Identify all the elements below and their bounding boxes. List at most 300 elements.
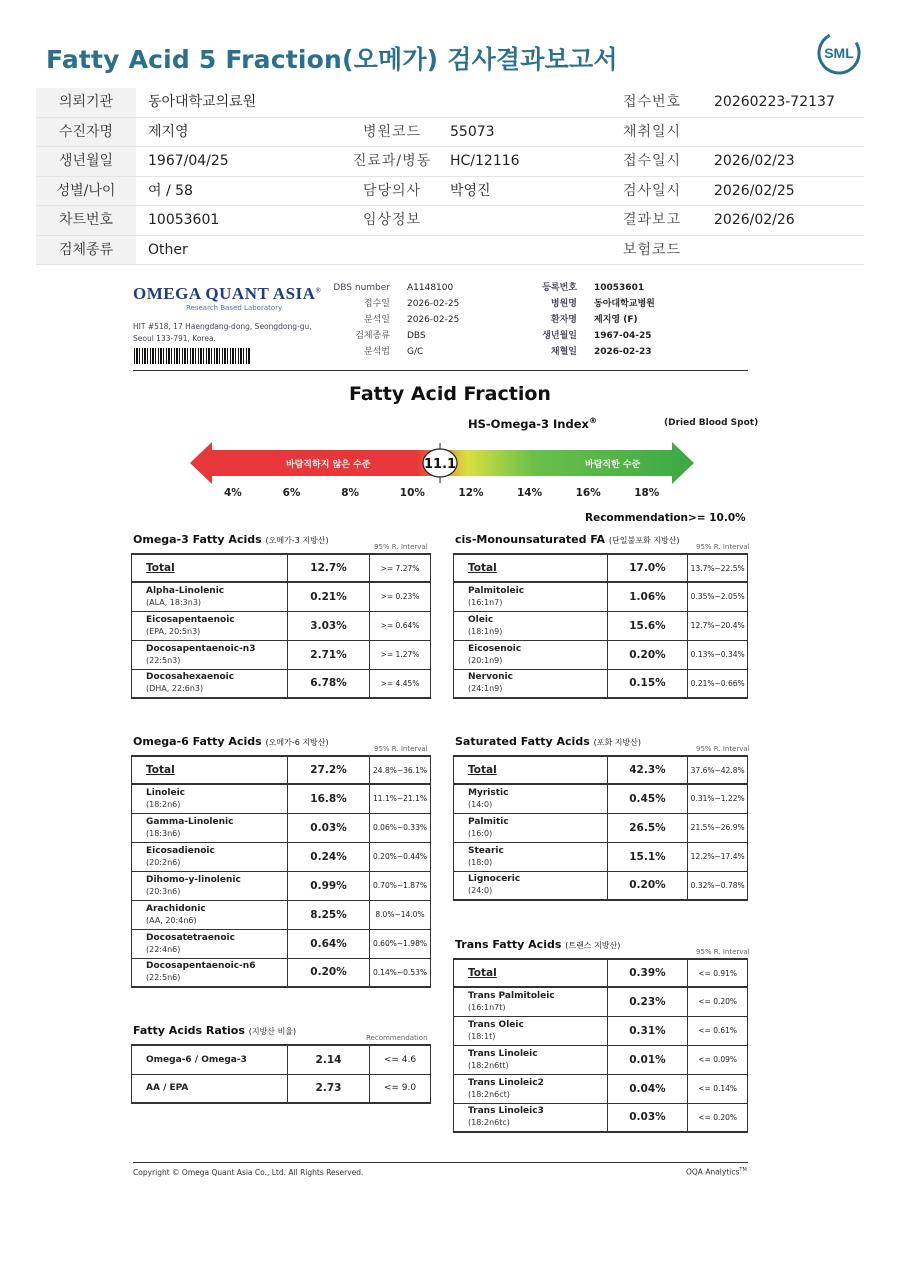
index-value: 11.1 [423, 457, 457, 472]
fatty-acid-notation: (18:2n6tc) [468, 1118, 510, 1128]
table-row [132, 554, 431, 582]
fatty-acid-name: Alpha-Linolenic [146, 585, 225, 596]
info-row [36, 236, 864, 266]
table-row [132, 929, 431, 958]
table-row [132, 640, 431, 669]
info-row [36, 206, 864, 236]
axis-tick-label: 18% [634, 487, 660, 499]
fatty-acid-notation: (16:1n7t) [468, 1002, 506, 1012]
table-row [132, 669, 431, 698]
info-value: 55073 [450, 123, 495, 140]
info-value: 10053601 [148, 212, 220, 228]
fatty-acid-name: Docosatetraenoic [146, 932, 235, 943]
section-title [455, 735, 641, 748]
field-value: 2026-02-25 [407, 315, 460, 325]
fatty-acid-name: Linoleic [146, 787, 186, 798]
fatty-acid-name: AA / EPA [146, 1083, 189, 1094]
section-title-korean: (포화 지방산) [593, 738, 642, 747]
fatty-acid-name: Trans Linoleic2 [468, 1077, 544, 1088]
percent-value: 2.14 [288, 1045, 370, 1074]
table-row [454, 987, 748, 1016]
oqa-address: HIT #518, 17 Haengdang-dong, Seongdong-gu, Seoul 133-791, Korea. [133, 322, 312, 343]
info-label: 검체종류 [36, 236, 136, 265]
fatty-acid-name-cell [454, 1074, 608, 1103]
field-label: 분석일 [363, 315, 390, 325]
sml-logo [816, 30, 862, 76]
fatty-acid-name-cell [132, 1074, 288, 1103]
field-label: 생년월일 [542, 331, 577, 341]
axis-tick-label: 8% [341, 487, 360, 499]
percent-value: 0.31% [607, 1016, 688, 1045]
fatty-acid-name: Myristic [468, 787, 509, 798]
reference-range: 0.06%~0.33% [370, 813, 431, 842]
info-value [450, 88, 600, 117]
table-row [454, 1103, 748, 1132]
fatty-acid-name-cell [132, 929, 288, 958]
section-title-text: Trans Fatty Acids [455, 938, 562, 951]
sml-logo-text: SML [824, 45, 854, 61]
percent-value: 3.03% [288, 611, 370, 640]
field-value: 동아대학교병원 [594, 299, 655, 309]
percent-value: 0.03% [607, 1103, 688, 1132]
info-value: 박영진 [450, 182, 491, 199]
field-label: DBS number [333, 283, 390, 293]
field-value: 제지영 (F) [594, 315, 638, 325]
fatty-acid-name-cell [454, 669, 608, 698]
field-value: G/C [407, 347, 424, 357]
info-label: 채취일시 [622, 123, 682, 140]
index-title: HS-Omega-3 Index® [468, 416, 597, 431]
fatty-acid-notation: (18:1n9) [468, 626, 503, 636]
info-label: 수진자명 [36, 118, 136, 147]
fatty-acid-notation: (18:0) [468, 857, 493, 867]
oqa-left-fields [330, 280, 490, 370]
table-row [132, 611, 431, 640]
reference-range: 0.20%~0.44% [370, 842, 431, 871]
reference-range: >= 0.64% [370, 611, 431, 640]
reference-interval-label: 95% R. Interval [696, 543, 750, 551]
fatty-acid-notation: (ALA, 18:3n3) [146, 597, 202, 607]
axis-tick-label: 10% [399, 487, 425, 499]
field-label: 환자명 [550, 315, 577, 325]
fatty-acid-notation: (18:3n6) [146, 828, 181, 838]
section-title-korean: (오메가-3 지방산) [265, 536, 329, 545]
info-value: 20260223-72137 [714, 94, 835, 110]
fatty-acid-name: Arachidonic [146, 903, 206, 914]
percent-value: 17.0% [607, 554, 688, 582]
section-title-text: Fatty Acids Ratios [133, 1024, 245, 1037]
section-title-text: Saturated Fatty Acids [455, 735, 590, 748]
fatty-acid-table [453, 958, 748, 1133]
field-label: 채혈일 [550, 347, 577, 357]
reference-range: <= 0.20% [688, 1103, 748, 1132]
axis-tick-label: 4% [224, 487, 242, 499]
reference-range: <= 0.91% [688, 959, 748, 987]
reference-range: 24.8%~36.1% [370, 756, 431, 784]
table-row [132, 871, 431, 900]
good-level-label: 바람직한 수준 [585, 460, 641, 470]
field-value: 2026-02-23 [594, 347, 652, 357]
percent-value: 42.3% [607, 756, 688, 784]
percent-value: 0.39% [607, 959, 688, 987]
table-row [454, 813, 748, 842]
table-row [454, 640, 748, 669]
info-label: 성별/나이 [36, 177, 136, 206]
percent-value: 15.1% [607, 842, 688, 871]
fatty-acid-notation: (22:4n6) [146, 944, 181, 954]
section-title [133, 533, 329, 546]
axis-tick-label: 12% [458, 487, 484, 499]
fatty-acid-name-cell [454, 1016, 608, 1045]
table-row [132, 784, 431, 813]
fatty-acid-name: Eicosenoic [468, 643, 522, 654]
reference-range: 0.35%~2.05% [688, 582, 748, 611]
table-row [454, 1045, 748, 1074]
fatty-acid-name: Oleic [468, 614, 494, 625]
info-label: 검사일시 [622, 182, 682, 199]
info-value: 1967/04/25 [148, 153, 229, 169]
report-title: Fatty Acid 5 Fraction(오메가) 검사결과보고서 [46, 45, 618, 74]
fatty-acid-name: Lignoceric [468, 874, 521, 885]
reference-range: >= 4.45% [370, 669, 431, 698]
fatty-acid-name-cell [454, 554, 608, 582]
percent-value: 27.2% [288, 756, 370, 784]
reference-range: 21.5%~26.9% [688, 813, 748, 842]
fatty-acid-name: Docosapentaenoic-n6 [146, 961, 256, 972]
table-row [454, 1016, 748, 1045]
percent-value: 0.04% [607, 1074, 688, 1103]
fatty-acid-notation: (18:2n6ct) [468, 1089, 510, 1099]
footer-copyright: Copyright © Omega Quant Asia Co., Ltd. All Rights Reserved. [133, 1168, 364, 1177]
fatty-acid-name-cell [132, 813, 288, 842]
percent-value: 6.78% [288, 669, 370, 698]
percent-value: 12.7% [288, 554, 370, 582]
axis-tick-label: 16% [575, 487, 601, 499]
info-value [714, 118, 864, 147]
percent-value: 2.73 [288, 1074, 370, 1103]
reference-interval-label: 95% R. Interval [374, 745, 428, 753]
percent-value: 0.20% [288, 958, 370, 987]
fatty-acid-notation: (18:1t) [468, 1031, 496, 1041]
info-label: 접수번호 [622, 94, 682, 110]
fatty-acid-table [453, 755, 748, 901]
fatty-acid-name-cell [132, 958, 288, 987]
footer-brand: OQA Analytics™ [686, 1167, 747, 1177]
reference-range: 8.0%~14.0% [370, 900, 431, 929]
field-value: A1148100 [407, 283, 454, 293]
section-title-korean: (오메가-6 지방산) [265, 738, 329, 747]
fatty-acid-name-cell [132, 871, 288, 900]
info-value: HC/12116 [450, 153, 520, 169]
info-row [36, 177, 864, 207]
field-label: 검체종류 [355, 331, 390, 341]
fatty-acid-name-cell [132, 554, 288, 582]
fatty-acid-name: Total [468, 764, 497, 776]
info-value: 2026/02/25 [714, 182, 795, 199]
percent-value: 0.15% [607, 669, 688, 698]
table-row [454, 756, 748, 784]
info-row [36, 88, 864, 118]
fatty-acid-notation: (20:2n6) [146, 857, 181, 867]
percent-value: 15.6% [607, 611, 688, 640]
section-title-text: Omega-3 Fatty Acids [133, 533, 262, 546]
axis-tick-label: 14% [517, 487, 543, 499]
index-note: (Dried Blood Spot) [664, 418, 759, 428]
oqa-right-fields [520, 280, 720, 370]
table-row [454, 842, 748, 871]
info-value: 제지영 [148, 123, 189, 140]
table-row [132, 900, 431, 929]
field-label: 분석법 [363, 347, 390, 357]
fatty-acid-name-cell [454, 1045, 608, 1074]
info-value: Other [148, 241, 188, 258]
table-row [132, 582, 431, 611]
oqa-logo-subtitle: Research Based Laboratory [186, 304, 283, 312]
info-row [36, 118, 864, 148]
fatty-acid-notation: (16:0) [468, 828, 493, 838]
info-label: 병원코드 [362, 123, 422, 140]
table-row [132, 813, 431, 842]
table-row [454, 784, 748, 813]
reference-range: 0.14%~0.53% [370, 958, 431, 987]
fatty-acid-name: Total [468, 562, 497, 574]
percent-value: 0.01% [607, 1045, 688, 1074]
fatty-acid-name-cell [132, 640, 288, 669]
fatty-acid-notation: (14:0) [468, 799, 493, 809]
fatty-acid-notation: (AA, 20:4n6) [146, 915, 197, 925]
percent-value: 8.25% [288, 900, 370, 929]
table-row [454, 582, 748, 611]
field-value: 10053601 [594, 283, 645, 293]
fatty-acid-notation: (20:3n6) [146, 886, 181, 896]
section-title [133, 1024, 296, 1037]
info-value [714, 236, 864, 265]
fatty-acid-name: Trans Linoleic3 [468, 1106, 544, 1117]
section-title-text: cis-Monounsaturated FA [455, 533, 606, 546]
percent-value: 0.20% [607, 640, 688, 669]
table-row [132, 756, 431, 784]
fatty-acid-name-cell [454, 1103, 608, 1132]
fatty-acid-table [453, 553, 748, 699]
reference-range: 12.2%~17.4% [688, 842, 748, 871]
info-label: 임상정보 [362, 212, 422, 228]
fatty-acid-name: Total [146, 764, 175, 776]
info-label: 생년월일 [36, 147, 136, 176]
fatty-acid-name: Trans Linoleic [468, 1048, 538, 1059]
info-value: 2026/02/26 [714, 212, 795, 228]
percent-value: 0.99% [288, 871, 370, 900]
reference-range: <= 0.14% [688, 1074, 748, 1103]
fatty-acid-name: Palmitoleic [468, 585, 525, 596]
fatty-acid-notation: (24:0) [468, 886, 493, 896]
percent-value: 0.23% [607, 987, 688, 1016]
percent-value: 0.03% [288, 813, 370, 842]
fatty-acid-name-cell [132, 669, 288, 698]
reference-interval-label: Recommendation [366, 1034, 428, 1042]
fatty-acid-name: Total [146, 562, 175, 574]
fatty-acid-name-cell [132, 842, 288, 871]
divider [133, 370, 748, 371]
fatty-acid-name-cell [454, 640, 608, 669]
fatty-acid-name: Eicosapentaenoic [146, 614, 235, 625]
field-label: 병원명 [550, 299, 577, 309]
reference-range: <= 0.61% [688, 1016, 748, 1045]
fatty-acid-name-cell [132, 582, 288, 611]
fraction-title: Fatty Acid Fraction [349, 383, 551, 405]
fatty-acid-table [131, 553, 431, 699]
fatty-acid-name: Total [468, 967, 497, 979]
field-label: 접수일 [363, 299, 390, 309]
fatty-acid-name-cell [454, 813, 608, 842]
barcode [134, 348, 250, 364]
index-gauge [190, 440, 696, 486]
reference-range: 0.32%~0.78% [688, 871, 748, 900]
fatty-acid-name: Eicosadienoic [146, 845, 215, 856]
fatty-acid-notation: (22:5n3) [146, 655, 181, 665]
info-row [36, 147, 864, 177]
info-value: 동아대학교의료원 [148, 94, 257, 110]
fatty-acid-name: Docosahexaenoic [146, 672, 235, 683]
bad-level-label: 바람직하지 않은 수준 [286, 460, 371, 470]
fatty-acid-name-cell [454, 582, 608, 611]
section-title-korean: (단일불포화 지방산) [608, 536, 680, 545]
info-value [450, 236, 600, 265]
fatty-acid-table [131, 755, 431, 988]
info-label: 보험코드 [622, 241, 682, 258]
index-marker [423, 443, 457, 483]
fatty-acid-name: Trans Oleic [468, 1019, 524, 1030]
table-row [454, 611, 748, 640]
reference-range: 0.31%~1.22% [688, 784, 748, 813]
field-value: DBS [407, 331, 426, 341]
fatty-acid-name-cell [132, 1045, 288, 1074]
field-value: 1967-04-25 [594, 331, 652, 341]
table-row [454, 1074, 748, 1103]
percent-value: 0.21% [288, 582, 370, 611]
reference-range: 12.7%~20.4% [688, 611, 748, 640]
fatty-acid-name-cell [132, 611, 288, 640]
percent-value: 0.24% [288, 842, 370, 871]
table-row [454, 669, 748, 698]
table-row [454, 554, 748, 582]
section-title [455, 533, 680, 546]
reference-interval-label: 95% R. Interval [374, 543, 428, 551]
info-label: 담당의사 [362, 182, 422, 199]
fatty-acid-name-cell [132, 784, 288, 813]
table-row [132, 1045, 431, 1074]
field-value: 2026-02-25 [407, 299, 460, 309]
reference-range: >= 0.23% [370, 582, 431, 611]
reference-range: <= 4.6 [370, 1045, 431, 1074]
section-title-korean: (지방산 비율) [248, 1027, 297, 1036]
fatty-acid-name: Docosapentaenoic-n3 [146, 643, 256, 654]
fatty-acid-name: Stearic [468, 845, 504, 856]
fatty-acid-name-cell [454, 784, 608, 813]
reference-range: >= 1.27% [370, 640, 431, 669]
section-title [455, 938, 620, 951]
table-row [132, 842, 431, 871]
fatty-acid-notation: (EPA, 20:5n3) [146, 626, 201, 636]
field-label: 등록번호 [542, 283, 577, 293]
info-value [450, 206, 600, 235]
table-row [132, 1074, 431, 1103]
fatty-acid-notation: (18:2n6) [146, 799, 181, 809]
oqa-logo: OMEGA QUANT ASIA® [133, 284, 322, 303]
percent-value: 2.71% [288, 640, 370, 669]
table-row [132, 958, 431, 987]
reference-range: <= 9.0 [370, 1074, 431, 1103]
recommendation-label: Recommendation [585, 512, 689, 524]
reference-interval-label: 95% R. Interval [696, 745, 750, 753]
section-title [133, 735, 329, 748]
fatty-acid-name: Palmitic [468, 816, 509, 827]
reference-range: <= 0.20% [688, 987, 748, 1016]
percent-value: 26.5% [607, 813, 688, 842]
percent-value: 0.64% [288, 929, 370, 958]
recommendation-value: >= 10.0% [688, 512, 746, 524]
fatty-acid-notation: (16:1n7) [468, 597, 503, 607]
table-row [454, 959, 748, 987]
fatty-acid-notation: (18:2n6tt) [468, 1060, 509, 1070]
reference-range: 0.13%~0.34% [688, 640, 748, 669]
fatty-acid-name: Gamma-Linolenic [146, 816, 234, 827]
reference-range: >= 7.27% [370, 554, 431, 582]
fatty-acid-name-cell [454, 871, 608, 900]
percent-value: 1.06% [607, 582, 688, 611]
fatty-acid-notation: (20:1n9) [468, 655, 503, 665]
patient-info-grid [36, 88, 864, 265]
reference-range: 0.70%~1.87% [370, 871, 431, 900]
reference-range: 13.7%~22.5% [688, 554, 748, 582]
info-label [342, 88, 442, 117]
percent-value: 0.20% [607, 871, 688, 900]
percent-value: 16.8% [288, 784, 370, 813]
reference-range: 11.1%~21.1% [370, 784, 431, 813]
reference-range: <= 0.09% [688, 1045, 748, 1074]
info-value: 2026/02/23 [714, 153, 795, 169]
info-label: 진료과/병동 [352, 153, 432, 169]
fatty-acid-name: Nervonic [468, 672, 513, 683]
info-label: 결과보고 [622, 212, 682, 228]
fatty-acid-name-cell [454, 756, 608, 784]
footer-divider [133, 1162, 748, 1163]
fatty-acid-name-cell [454, 611, 608, 640]
fatty-acid-notation: (DHA, 22:6n3) [146, 684, 204, 694]
axis-tick-label: 6% [282, 487, 301, 499]
fatty-acid-name: Omega-6 / Omega-3 [146, 1054, 247, 1065]
percent-value: 0.45% [607, 784, 688, 813]
fatty-acid-name: Trans Palmitoleic [468, 990, 555, 1001]
fatty-acid-table [131, 1044, 431, 1104]
fatty-acid-name-cell [132, 900, 288, 929]
fatty-acid-name-cell [454, 987, 608, 1016]
table-row [454, 871, 748, 900]
section-title-text: Omega-6 Fatty Acids [133, 735, 262, 748]
reference-range: 0.60%~1.98% [370, 929, 431, 958]
fatty-acid-notation: (24:1n9) [468, 684, 503, 694]
reference-range: 0.21%~0.66% [688, 669, 748, 698]
fatty-acid-notation: (22:5n6) [146, 973, 181, 983]
fatty-acid-name-cell [132, 756, 288, 784]
info-value: 여 / 58 [148, 182, 193, 199]
section-title-korean: (트랜스 지방산) [565, 941, 621, 950]
fatty-acid-name-cell [454, 842, 608, 871]
info-label [342, 236, 442, 265]
reference-range: 37.6%~42.8% [688, 756, 748, 784]
fatty-acid-name-cell [454, 959, 608, 987]
reference-interval-label: 95% R. Interval [696, 948, 750, 956]
info-label: 의뢰기관 [36, 88, 136, 117]
